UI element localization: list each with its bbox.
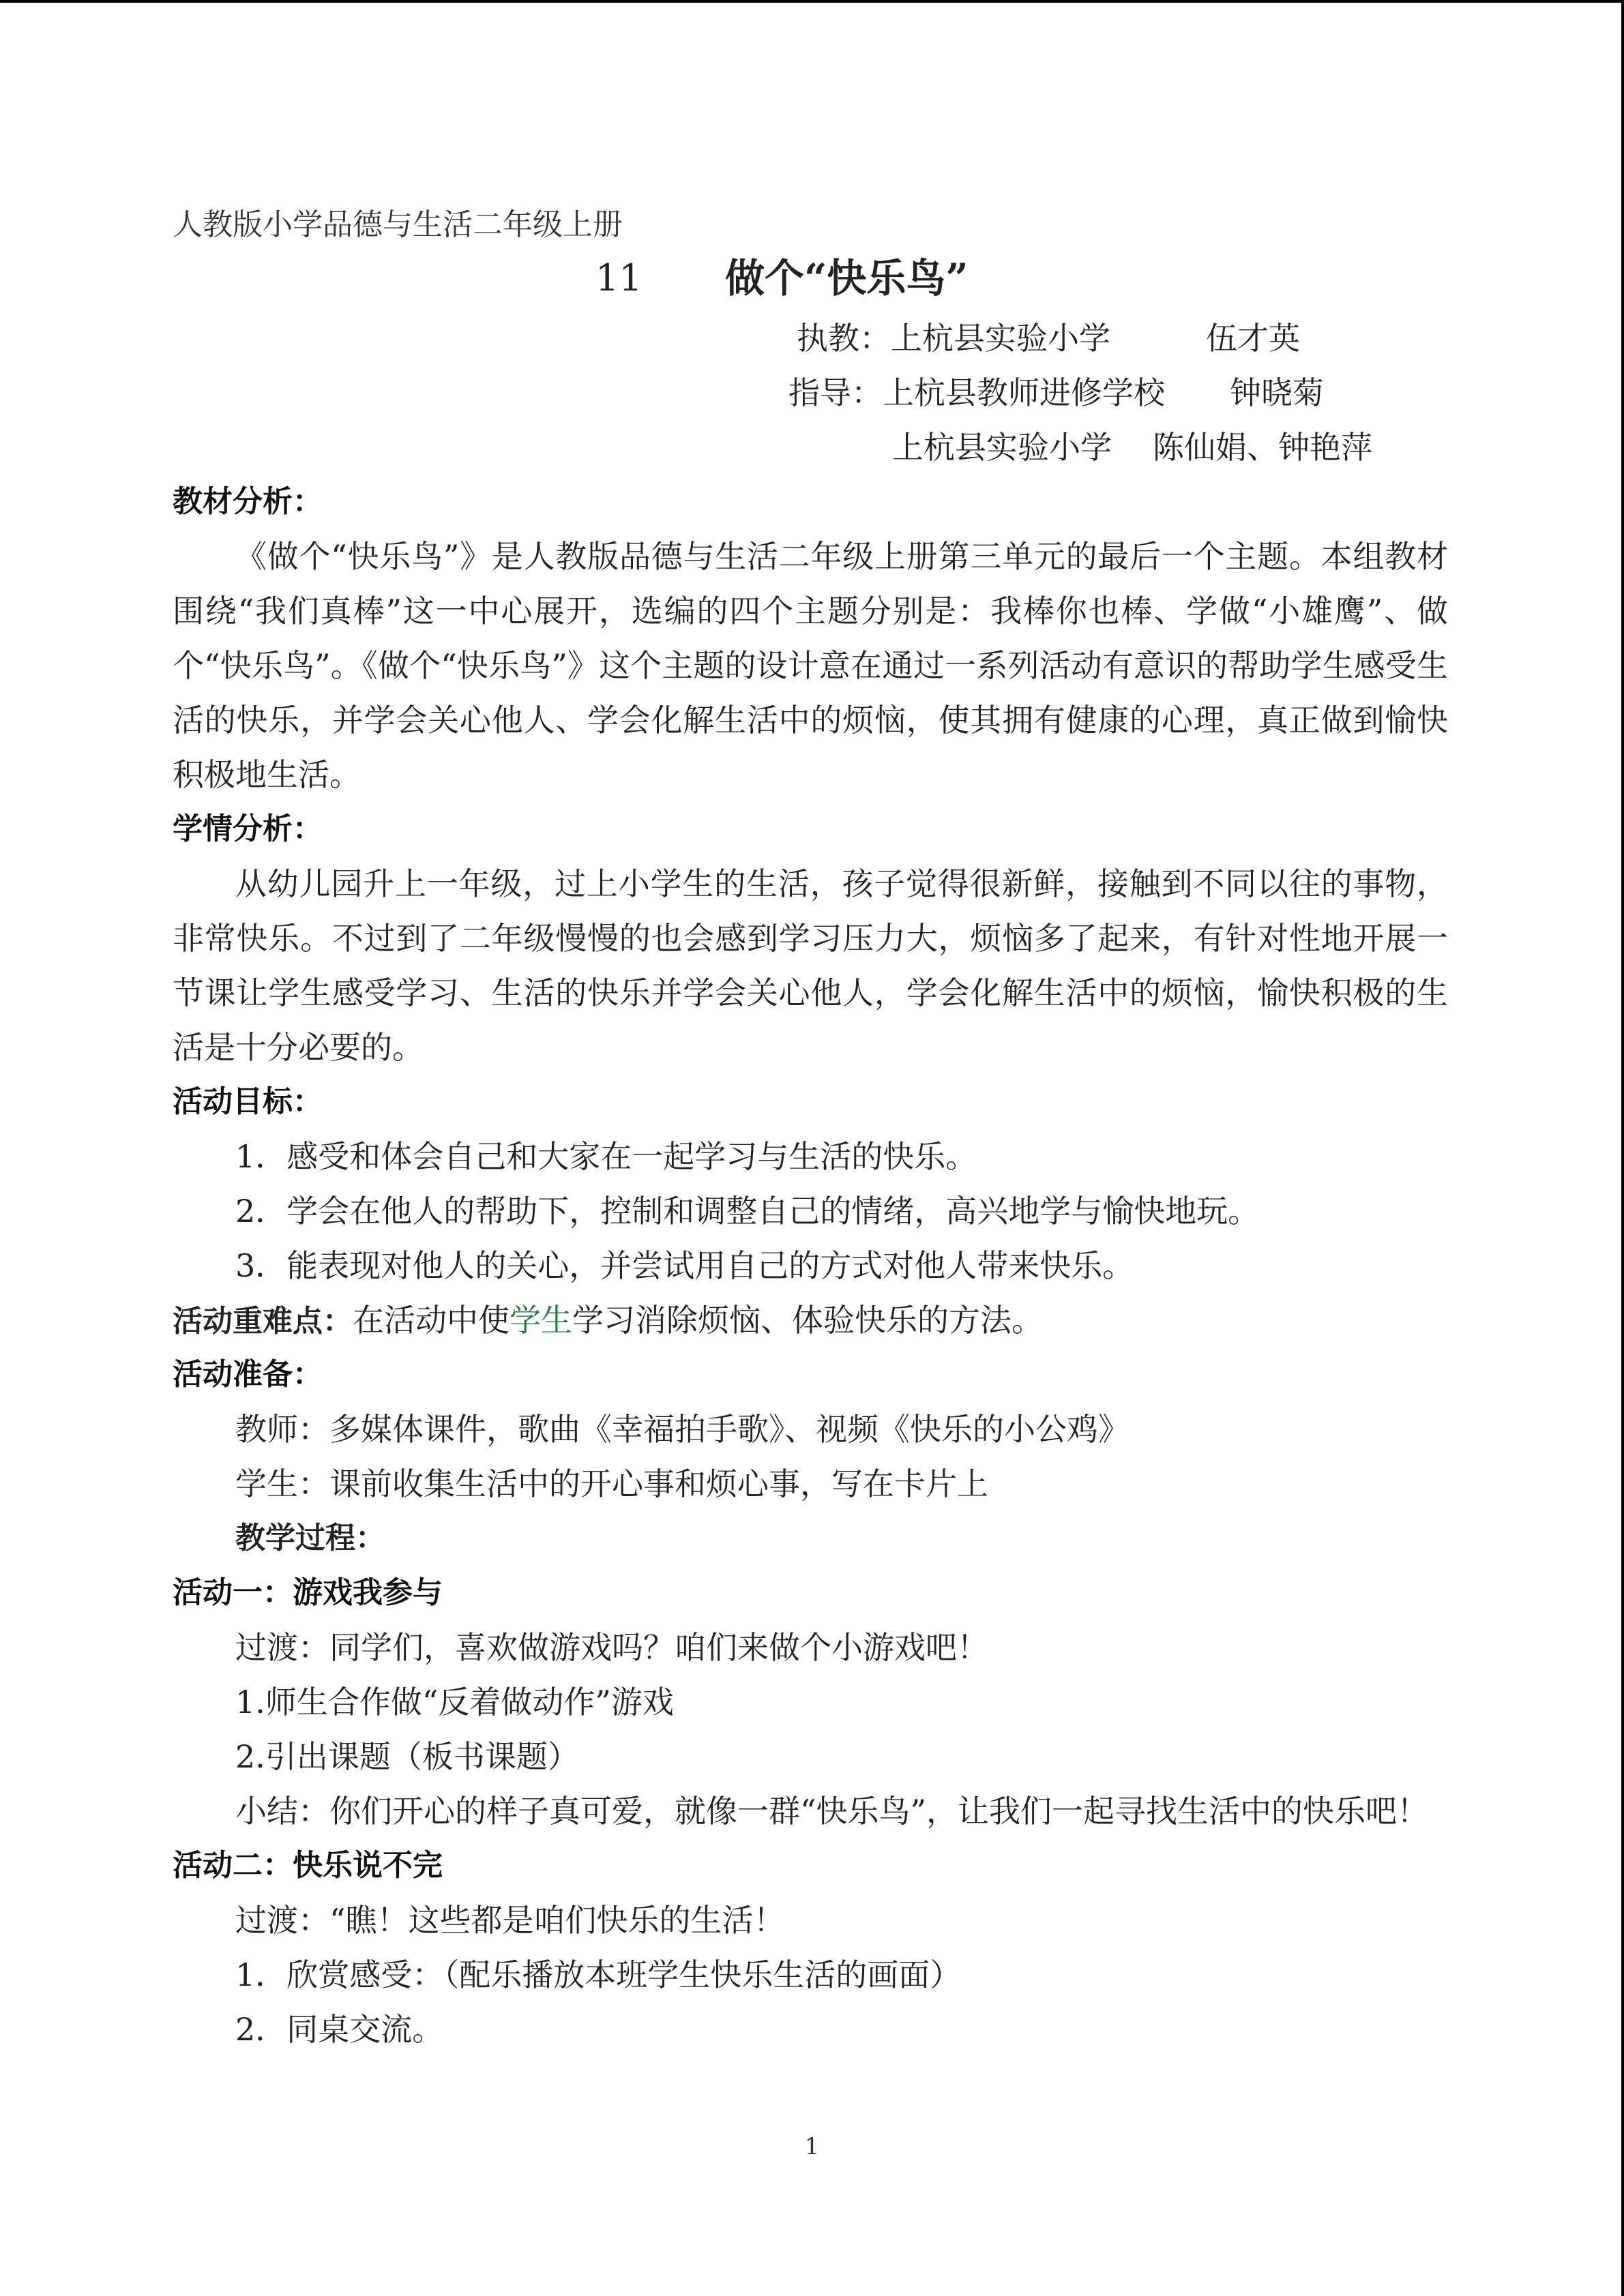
- credit-teacher: [173, 311, 1448, 366]
- key-points-text-b: 学习消除烦恼、体验快乐的方法。: [572, 1302, 1043, 1339]
- lesson-name: 做个“快乐鸟”: [725, 255, 969, 301]
- material-analysis-heading: 教材分析：: [173, 484, 323, 519]
- key-points-text-green: 学生: [510, 1302, 572, 1339]
- lesson-number: 11: [595, 256, 643, 299]
- material-analysis-text: 《做个“快乐鸟”》是人教版品德与生活二年级上册第三单元的最后一个主题。本组教材围绕“我们真棒”这一中心展开，选编的四个主题分别是：我棒你也棒、学做“小雄鹰”、做个“快乐鸟”。《做个“快乐鸟”》这个主题的设计意在通过一系列活动有意识的帮助学生感受生活的快乐，并学会关心他人、学会化解生活中的烦恼，使其拥有健康的心理，真正做到愉快积极地生活。: [173, 538, 1448, 793]
- teacher-name: 伍才英: [1206, 320, 1300, 357]
- activity1-line-3: 2.引出课题（板书课题）: [235, 1738, 579, 1775]
- goal-item-2: 2．学会在他人的帮助下，控制和调整自己的情绪，高兴地学与愉快地玩。: [235, 1193, 1260, 1229]
- activity1-heading: 活动一：游戏我参与: [173, 1575, 443, 1610]
- guide-label: 指导：上杭县教师进修学校: [788, 374, 1165, 411]
- lesson-title: [173, 245, 1448, 311]
- goal-item-3: 3．能表现对他人的关心，并尝试用自己的方式对他人带来快乐。: [235, 1247, 1134, 1284]
- guide-name: 钟晓菊: [1230, 374, 1324, 411]
- goal-item-1: 1．感受和体会自己和大家在一起学习与生活的快乐。: [235, 1138, 977, 1175]
- document-header: 人教版小学品德与生活二年级上册: [173, 207, 623, 242]
- activity2-heading: 活动二：快乐说不完: [173, 1848, 443, 1883]
- teacher-label: 执教：上杭县实验小学: [797, 320, 1110, 357]
- activity1-line-2: 1.师生合作做“反着做动作”游戏: [235, 1684, 674, 1720]
- preparation-teacher: 教师：多媒体课件，歌曲《幸福拍手歌》、视频《快乐的小公鸡》: [235, 1411, 1130, 1448]
- page-number: 1: [804, 2133, 820, 2160]
- key-points-heading: 活动重难点：: [173, 1304, 353, 1339]
- page-border-top: [0, 0, 1624, 3]
- preparation-student: 学生：课前收集生活中的开心事和烦心事，写在卡片上: [235, 1465, 988, 1502]
- activity2-line-2: 1．欣赏感受：（配乐播放本班学生快乐生活的画面）: [235, 1956, 962, 1993]
- key-points-line: [173, 1293, 1448, 1347]
- activity1-line-1: 过渡：同学们，喜欢做游戏吗？咱们来做个小游戏吧！: [235, 1629, 988, 1666]
- credit-guide: [173, 366, 1448, 420]
- student-analysis-heading: 学情分析：: [173, 811, 323, 846]
- activity2-line-1: 过渡：“瞧！这些都是咱们快乐的生活！: [235, 1902, 785, 1939]
- guide2-names: 陈仙娟、钟艳萍: [1153, 429, 1372, 466]
- key-points-text-a: 在活动中使: [353, 1302, 510, 1339]
- activity1-summary: 小结：你们开心的样子真可爱，就像一群“快乐鸟”，让我们一起寻找生活中的快乐吧！: [235, 1793, 1429, 1830]
- guide2-school: 上杭县实验小学: [892, 429, 1112, 466]
- process-heading: 教学过程：: [235, 1521, 385, 1555]
- preparation-heading: 活动准备：: [173, 1357, 323, 1392]
- document-page: [173, 205, 1448, 2057]
- credit-guide-2: [173, 420, 1448, 475]
- goals-heading: 活动目标：: [173, 1084, 323, 1119]
- student-analysis-text: 从幼儿园升上一年级，过上小学生的生活，孩子觉得很新鲜，接触到不同以往的事物，非常快乐。不过到了二年级慢慢的也会感到学习压力大，烦恼多了起来，有针对性地开展一节课让学生感受学习、生活的快乐并学会关心他人，学会化解生活中的烦恼，愉快积极的生活是十分必要的。: [173, 865, 1448, 1066]
- page-border-right: [1621, 0, 1624, 2296]
- activity2-line-3: 2．同桌交流。: [235, 2011, 444, 2048]
